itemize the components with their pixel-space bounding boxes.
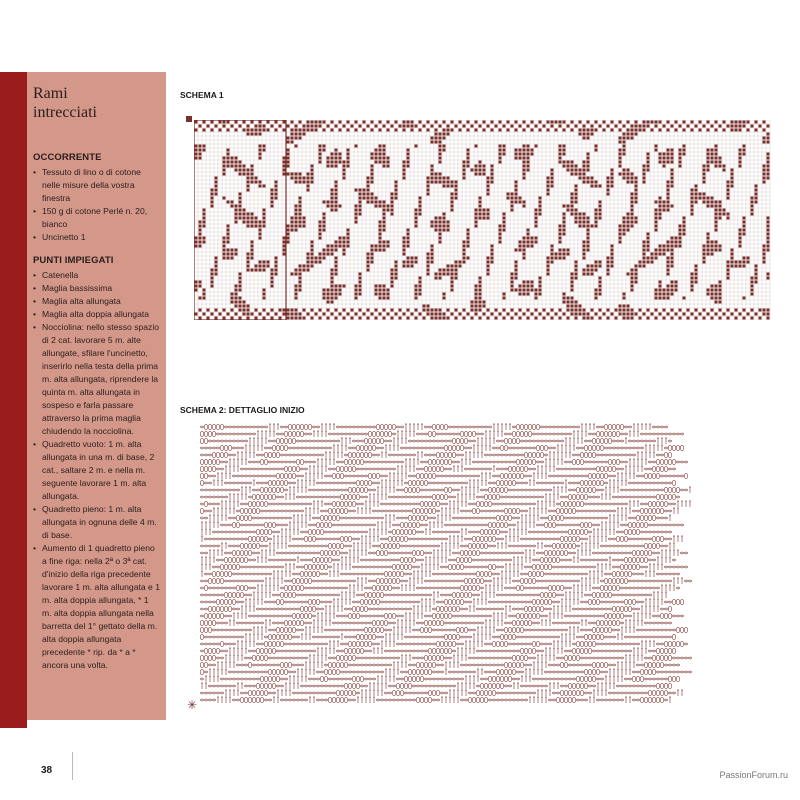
schema2-stitch-chart: [200, 423, 694, 705]
list-item: • Catenella: [33, 269, 160, 282]
page-divider: [72, 752, 73, 780]
list-item: • Uncinetto 1: [33, 231, 160, 244]
materials-panel: [27, 72, 166, 720]
red-edge-bar: [0, 72, 27, 728]
schema1-label: SCHEMA 1: [180, 90, 224, 100]
watermark: PassionForum.ru: [719, 770, 788, 780]
page-number: 38: [41, 765, 53, 776]
list-item: • Quadretto pieno: 1 m. alta allungata in ognuna delle 4 m. di base.: [33, 503, 160, 542]
list-item: • 150 g di cotone Perlé n. 20, bianco: [33, 205, 160, 231]
occorrente-heading: OCCORRENTE: [33, 152, 102, 163]
start-corner-marker: [186, 116, 192, 122]
list-item: • Maglia alta allungata: [33, 295, 160, 308]
schema1-filet-chart: [194, 120, 772, 320]
punti-list: [33, 269, 160, 672]
list-item: • Maglia bassissima: [33, 282, 160, 295]
schema2-label: SCHEMA 2: DETTAGLIO INIZIO: [180, 405, 305, 415]
start-symbol: ✳: [187, 698, 198, 712]
list-item: • Quadretto vuoto: 1 m. alta allungata in una m. di base, 2 cat., saltare 2 m. e nella m. seguente lavorare 1 m. alta allungata.: [33, 438, 160, 503]
occorrente-list: [33, 166, 160, 244]
list-item: • Maglia alta doppia allungata: [33, 308, 160, 321]
pattern-title: Rami intrecciati: [33, 85, 97, 121]
punti-heading: PUNTI IMPIEGATI: [33, 255, 114, 266]
list-item: • Tessuto di lino o di cotone nelle misure della vostra finestra: [33, 166, 160, 205]
list-item: • Nocciolina: nello stesso spazio di 2 cat. lavorare 5 m. alte allungate, sfilare l'uncinetto, inserirlo nella testa della prima m. alta allungata, riprendere la quinta m. alta allungata in sospeso e farla passare attraverso la prima maglia chiudendo la nocciolina.: [33, 321, 160, 438]
list-item: • Aumento di 1 quadretto pieno a fine riga: nella 2ª o 3ª cat. d'inizio della riga precedente lavorare 1 m. alta allungata e 1 m. alta doppia allungata, * 1 m. alta doppia allungata nella barretta del 1° gettato della m. alta doppia allungata precedente * rip. da * a * ancora una volta.: [33, 542, 160, 672]
